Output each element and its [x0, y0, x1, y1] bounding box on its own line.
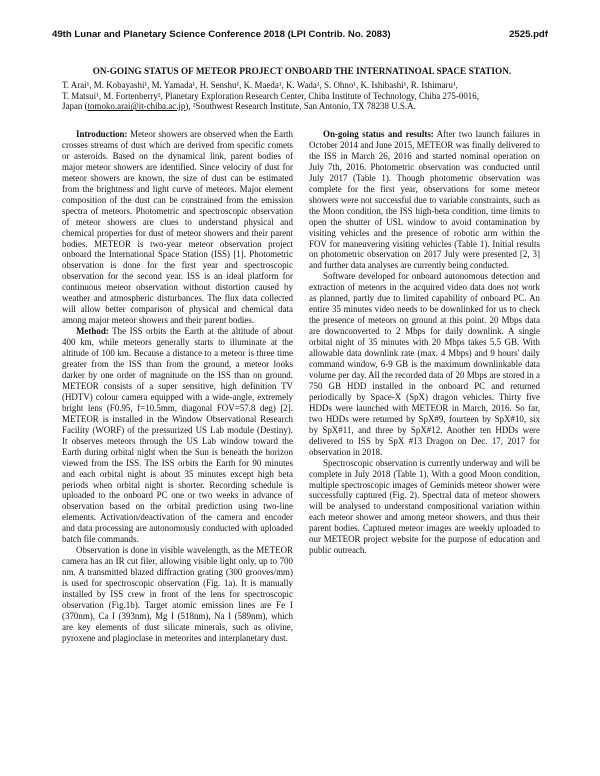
- software-paragraph: [309, 271, 540, 457]
- intro-text: Meteor showers are observed when the Earth crosses streams of dust which are derived from specific comets or asteroids. Based on the dynamical link, parent bodies of major meteor showers are identified. Since velocity of dust for meteor showers are known, the size of dust can be estimated from the brightness and light curve of meteors. Major element composition of the dust can be constrained from the emission spectra of meteors. Photometric and spectroscopic observation of meteor showers are clues to understand physical and chemical properties for dust of meteor showers and their parent bodies. METEOR is two-year meteor observation project onboard the International Space Station (ISS) [1]. Photometric observation is done for the first year and spectroscopic observation for the second year. ISS is an ideal platform for continuous meteor observation without distortion caused by weather and atmospheric disturbances. The flux data collected will allow better comparison of physical and chemical data among major meteor showers and their parent bodies.: [62, 129, 293, 326]
- status-text: After two launch failures in October 2014 and June 2015, METEOR was finally delivered to the ISS in March 26, 2016 and started nominal operation on July 7th, 2016. Photometric observation was conducted until July 2017 (Table 1). Though photometric observation was complete for the first year, observations for some meteor showers were not successful due to variable constraints, such as the Moon condition, the ISS high-beta condition, time limits to open the shutter of USL window to avoid contamination by visiting vehicles and the presence of robotic arm within the FOV for maneuvering visiting vehicles (Table 1). Initial results on photometric observation on 2017 July were presented [2, 3] and further data analyses are currently being conducted.: [309, 129, 540, 271]
- spectroscopic-text: Spectroscopic observation is currently underway and will be complete in July 2018 (Table 1). With a good Moon condition, multiple spectroscopic images of Geminids meteor shower were successfully captured (Fig. 2). Spectral data of meteor showers will be analysed to understand compositional variation within each meteor shower and among meteor showers, and thus their parent bodies. Captured meteor images are weekly uploaded to our METEOR project website for the purpose of education and public outreach.: [309, 457, 540, 556]
- paper-title: ON-GOING STATUS OF METEOR PROJECT ONBOARD THE INTERNATINOAL SPACE STATION.: [92, 66, 512, 76]
- method-paragraph: [62, 326, 293, 545]
- author-line-2: T. Matsui¹, M. Fortenberry², Planetary Exploration Research Center, Chiba Institute of Technology, Chiba 275-0016,: [62, 90, 479, 101]
- method-text: The ISS orbits the Earth at the altitude of about 400 km, while meteors generally starts to illuminate at the altitude of 100 km. Because a distance to a meteor is three time greater from the ISS than from the ground, a meteor looks darker by one order of magnitude on the ISS than on ground. METEOR consists of a super sensitive, high definition TV (HDTV) colour camera equipped with a wide-angle, extremely bright lens (F0.95, f=10.5mm, diagonal FOV=57.8 deg) [2]. METEOR is installed in the Window Observational Research Facility (WORF) of the pressurized US Lab module (Destiny). It observes meteors through the US Lab window toward the Earth during orbital night when the Sun is beneath the horizon viewed from the ISS. The ISS orbits the Earth for 90 minutes and each orbital night is about 35 minutes except high beta periods when orbital night is shorter. Recording schedule is uploaded to the onboard PC one or two weeks in advance of observation based on the orbital prediction using two-line elements. Activation/deactivation of the camera and encoder and data processing are autonomously conducted with uploaded batch file commands.: [62, 326, 293, 545]
- conference-name: 49th Lunar and Planetary Science Conference 2018 (LPI Contrib. No. 2083): [52, 29, 391, 40]
- status-heading: On-going status and results:: [323, 129, 434, 139]
- intro-heading: Introduction:: [76, 129, 128, 139]
- author-block: [62, 80, 542, 112]
- affiliation-suffix: ), ²Southwest Research Institute, San Antonio, TX 78238 U.S.A.: [185, 101, 416, 112]
- author-line-3: [62, 101, 542, 112]
- email-link[interactable]: tomoko.arai@it-chiba.ac.jp: [87, 101, 186, 112]
- observation-text: Observation is done in visible wavelength, as the METEOR camera has an IR cut filer, allowing visible light only, up to 700 nm. A transmitted blazed diffraction grating (300 grooves/mm) is used for spectroscopic observation (Fig. 1a). It is manually installed by ISS crew in front of the lens for spectroscopic observation (Fig.1b). Target atomic emission lines are Fe I (370nm), Ca I (393nm), Mg I (518nm), Na I (589nm), which are key elements of dust silicate minerals, such as olivine, pyroxene and plagioclase in meteorites and interplanetary dust.: [62, 545, 293, 643]
- affiliation-prefix: Japan (: [62, 101, 88, 112]
- status-paragraph: [309, 129, 540, 271]
- observation-paragraph: [62, 545, 293, 644]
- right-column: [309, 129, 540, 556]
- abstract-id: 2525.pdf: [509, 29, 548, 40]
- method-heading: Method:: [76, 326, 109, 337]
- spectroscopic-paragraph: [309, 458, 540, 557]
- page-header: [52, 29, 548, 43]
- author-line-1: T. Arai¹, M. Kobayashi¹, M. Yamada¹, H. Senshu¹, K. Maeda¹, K. Wada¹, S. Ohno¹, K. Ishibashi¹, R. Ishimaru¹,: [62, 80, 458, 90]
- left-column: [62, 129, 293, 644]
- software-text: Software developed for onboard autonomous detection and extraction of meteors in the acquired video data does not work as planned, partly due to limited capability of onboard PC. An entire 35 minutes video needs to be downlinked for us to check the presence of meteors on ground at this point. 20 Mbps data are downconverted to 2 Mbps for daily downlink. A single orbital night of 35 minutes with 20 Mbps takes 5.5 GB. With allowable data downlink rate (max. 4 Mbps) and 9 hours' daily command window, 6-9 GB is the maximum downlinkable data volume per day. All the recorded data of 20 Mbps are stored in a 750 GB HDD installed in the onboard PC and returned periodically by Space-X (SpX) dragon vehicles. Thirty five HDDs were launched with METEOR in March, 2016. So far, two HDDs were returned by SpX#9, fourteen by SpX#10, six by SpX#11, and three by SpX#12. Another ten HDDs were delivered to ISS by SpX #13 Dragon on Dec. 17, 2017 for observation in 2018.: [309, 271, 540, 457]
- intro-paragraph: [62, 129, 293, 326]
